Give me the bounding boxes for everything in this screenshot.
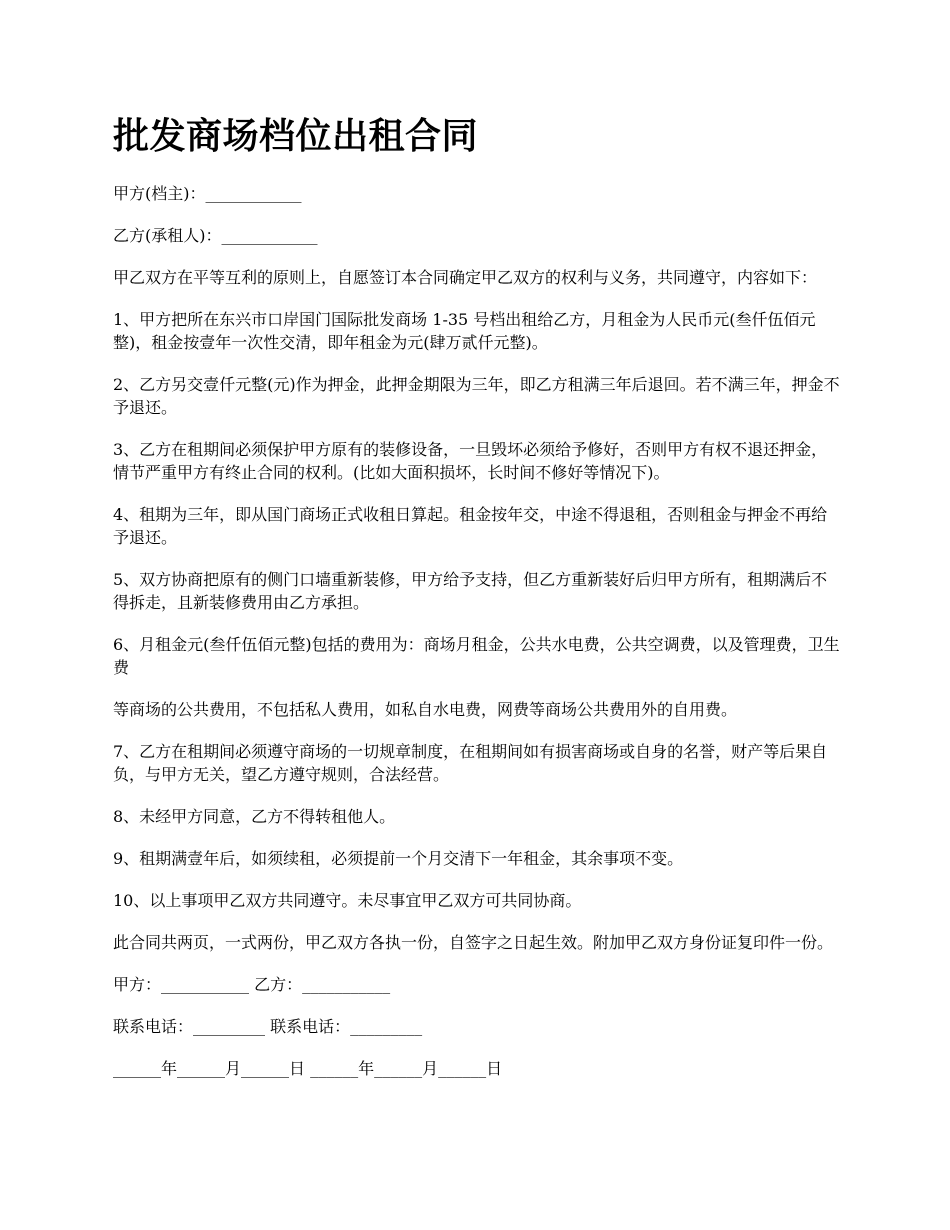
clause-8: 8、未经甲方同意，乙方不得转租他人。 <box>113 807 396 826</box>
clause-10: 10、以上事项甲乙双方共同遵守。未尽事宜甲乙双方可共同协商。 <box>113 891 582 910</box>
clause-6-continued: 等商场的公共费用，不包括私人费用，如私自水电费，网费等商场公共费用外的自用费。 <box>113 700 738 719</box>
clause-3: 3、乙方在租期间必须保护甲方原有的装修设备，一旦毁坏必须给予修好，否则甲方有权不退还押金，情节严重甲方有终止合同的权利。(比如大面积损坏，长时间不修好等情况下)。 <box>113 440 828 482</box>
contract-page <box>113 112 841 1099</box>
document-title: 批发商场档位出租合同 <box>113 116 479 157</box>
clause-9: 9、租期满壹年后，如须续租，必须提前一个月交清下一年租金，其余事项不变。 <box>113 849 684 868</box>
clause-1: 1、甲方把所在东兴市口岸国门国际批发商场 1-35 号档出租给乙方，月租金为人民币元(叁仟伍佰元整)，租金按壹年一次性交清，即年租金为元(肆万贰仟元整)。 <box>113 310 816 352</box>
party-b-header: 乙方(承租人)：____________ <box>113 226 318 245</box>
party-a-header: 甲方(档主)：____________ <box>113 184 302 203</box>
clause-6: 6、月租金元(叁仟伍佰元整)包括的费用为：商场月租金，公共水电费，公共空调费，以及管理费，卫生费 <box>113 635 840 677</box>
intro-paragraph: 甲乙双方在平等互利的原则上，自愿签订本合同确定甲乙双方的权利与义务，共同遵守，内容如下： <box>113 268 818 287</box>
clause-7: 7、乙方在租期间必须遵守商场的一切规章制度，在租期间如有损害商场或自身的名誉，财产等后果自负，与甲方无关，望乙方遵守规则，合法经营。 <box>113 742 828 784</box>
clause-4: 4、租期为三年，即从国门商场正式收租日算起。租金按年交，中途不得退租，否则租金与押金不再给予退还。 <box>113 505 828 547</box>
clause-5: 5、双方协商把原有的侧门口墙重新装修，甲方给予支持，但乙方重新装好后归甲方所有，租期满后不得拆走，且新装修费用由乙方承担。 <box>113 570 828 612</box>
closing-paragraph: 此合同共两页，一式两份，甲乙双方各执一份，自签字之日起生效。附加甲乙双方身份证复印件一份。 <box>113 933 834 952</box>
date-line: ______年______月______日 ______年______月______日 <box>113 1059 503 1078</box>
signature-line: 甲方：___________ 乙方：___________ <box>113 975 391 994</box>
clause-2: 2、乙方另交壹仟元整(元)作为押金，此押金期限为三年，即乙方租满三年后退回。若不满三年，押金不予退还。 <box>113 375 840 417</box>
phone-line: 联系电话：_________ 联系电话：_________ <box>113 1017 423 1036</box>
